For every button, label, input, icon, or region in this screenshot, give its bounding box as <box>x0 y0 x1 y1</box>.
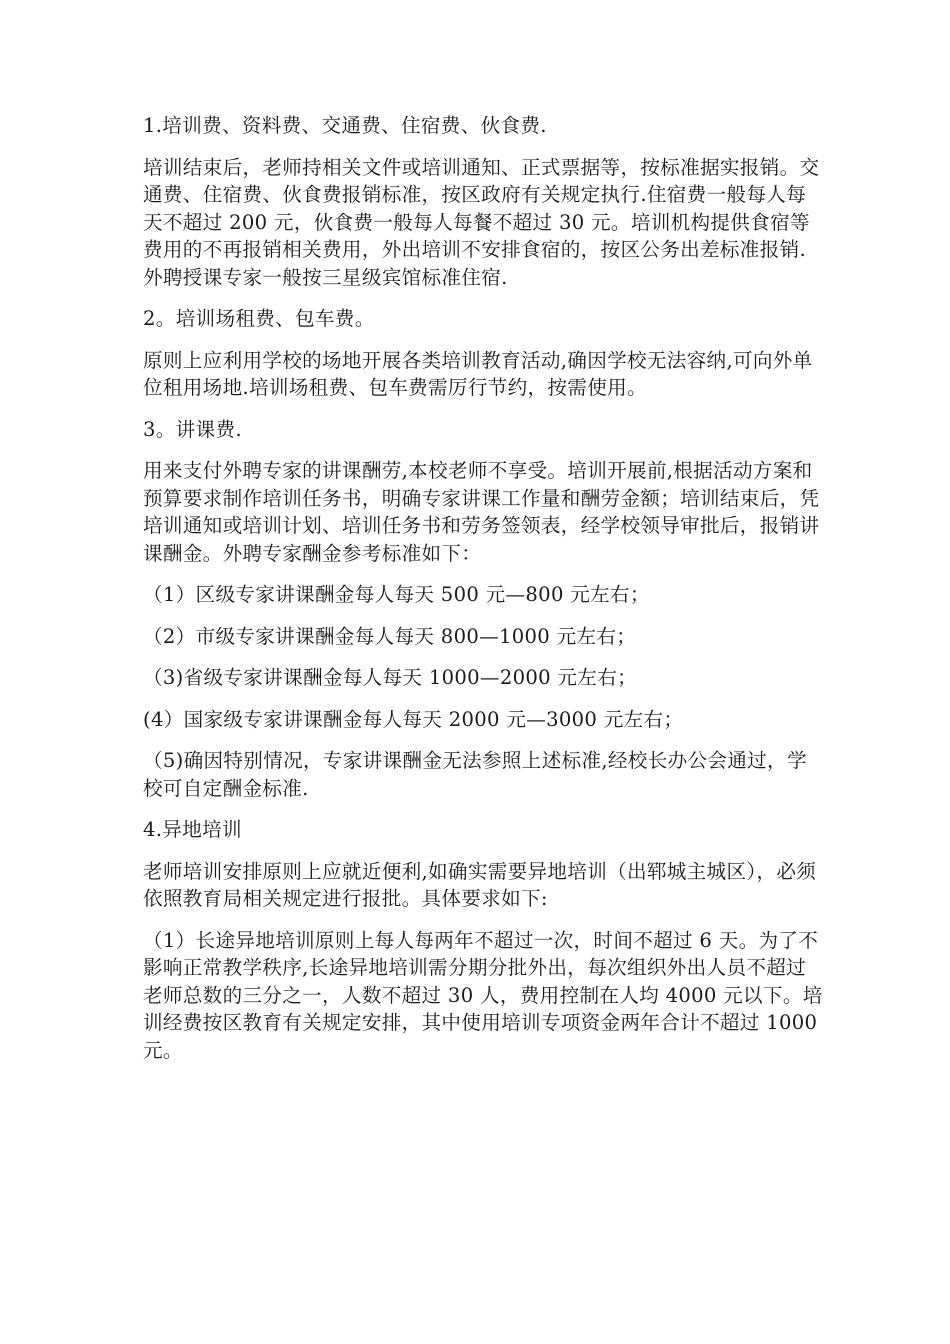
document-body <box>143 112 823 1064</box>
heading-1: 1.培训费、资料费、交通费、住宿费、伙食费. <box>143 114 547 137</box>
paragraph-5: （1）长途异地培训原则上每人每两年不超过一次，时间不超过 6 天。为了不影响正常教学秩序,长途异地培训需分期分批外出，每次组织外出人员不超过老师总数的三分之一，人数不超过 30 人，费用控制在人均 4000 元以下。培训经费按区教育有关规定安排，其中使用培训专项资金两年合计不超过 1000 元。 <box>143 928 823 1062</box>
paragraph-1: 培训结束后，老师持相关文件或培训通知、正式票据等，按标准据实报销。交通费、住宿费、伙食费报销标准，按区政府有关规定执行.住宿费一般每人每天不超过 200 元，伙食费一般每人每餐不超过 30 元。培训机构提供食宿等费用的不再报销相关费用，外出培训不安排食宿的，按区公务出差标准报销.外聘授课专家一般按三星级宾馆标准住宿. <box>143 155 820 289</box>
heading-3: 3。讲课费. <box>143 417 242 441</box>
paragraph-3: 用来支付外聘专家的讲课酬劳,本校老师不享受。培训开展前,根据活动方案和预算要求制作培训任务书，明确专家讲课工作量和酬劳金额；培训结束后，凭培训通知或培训计划、培训任务书和劳务签领表，经学校领导审批后，报销讲课酬金。外聘专家酬金参考标准如下： <box>143 459 820 565</box>
list-item-3: （3)省级专家讲课酬金每人每天 1000—2000 元左右； <box>143 666 637 689</box>
list-item-2: （2）市级专家讲课酬金每人每天 800—1000 元左右； <box>143 624 637 648</box>
paragraph-2: 原则上应利用学校的场地开展各类培训教育活动,确因学校无法容纳,可向外单位租用场地.培训场租费、包车费需厉行节约，按需使用。 <box>143 348 813 399</box>
paragraph-4: 老师培训安排原则上应就近便利,如确实需要异地培训（出郓城主城区），必须依照教育局相关规定进行报批。具体要求如下: <box>143 859 817 910</box>
list-item-4: (4）国家级专家讲课酬金每人每天 2000 元—3000 元左右； <box>143 707 684 731</box>
list-item-1: （1）区级专家讲课酬金每人每天 500 元—800 元左右； <box>143 583 650 606</box>
list-item-5: （5)确因特别情况，专家讲课酬金无法参照上述标准,经校长办公会通过，学校可自定酬金标准. <box>143 749 807 800</box>
heading-4: 4.异地培训 <box>143 818 242 841</box>
heading-2: 2。培训场租费、包车费。 <box>143 307 375 330</box>
